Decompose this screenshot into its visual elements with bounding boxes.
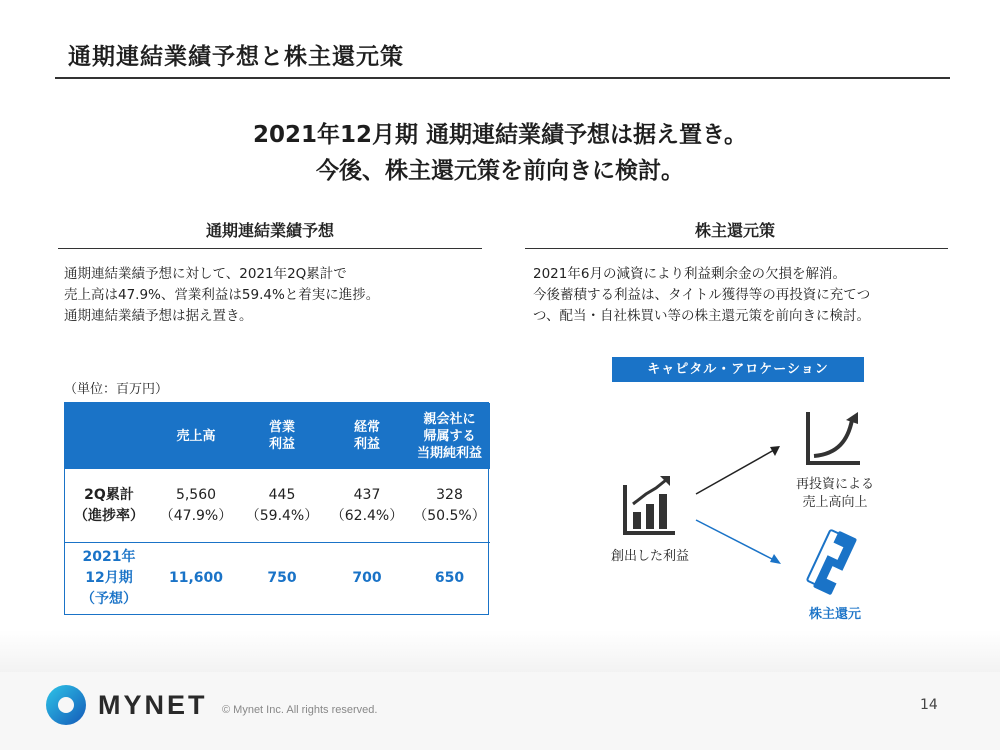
shareholder-return-section-heading: 株主還元策 [694, 221, 775, 240]
shareholder-return-description [533, 264, 870, 327]
table-header-cell: 売上高 [153, 403, 239, 469]
money-stack-icon [807, 530, 857, 596]
growth-curve-icon [808, 412, 860, 463]
mynet-logo-icon [44, 683, 88, 727]
reinvestment-growth-label: 再投資による 売上高向上 [795, 477, 874, 510]
created-profit-label: 創出した利益 [610, 549, 689, 564]
table-cell: 445 （59.4%） [239, 469, 325, 543]
table-row [65, 543, 490, 615]
table-header-cell: 親会社に 帰属する 当期純利益 [409, 403, 490, 469]
table-header-cell: 営業 利益 [239, 403, 325, 469]
footer-gradient [0, 630, 1000, 674]
table-cell: 328 （50.5%） [409, 469, 490, 543]
table-cell: 5,560 （47.9%） [153, 469, 239, 543]
capital-allocation-banner: キャピタル・アロケーション [612, 357, 864, 382]
slide-title: 通期連結業績予想と株主還元策 [68, 44, 404, 70]
forecast-table [64, 402, 489, 615]
table-cell: 650 [434, 570, 465, 586]
table-row [65, 469, 490, 543]
row-label: 2021年 12月期 （予想） [81, 549, 137, 607]
title-divider [55, 77, 950, 79]
brand-name: MYNET [98, 690, 208, 720]
shareholder-return-label: 株主還元 [808, 607, 861, 622]
table-cell: 700 [352, 570, 382, 586]
table-header-row [65, 403, 490, 469]
table-header-cell [65, 403, 153, 469]
reinvest-arrow [696, 446, 780, 494]
headline-line-2: 今後、株主還元策を前向きに検討。 [316, 158, 684, 184]
table-cell: 11,600 [168, 570, 224, 586]
copyright-notice: © Mynet Inc. All rights reserved. [222, 704, 378, 716]
shareholder-return-line: 2021年6月の減資により利益剰余金の欠損を解消。 [533, 266, 846, 282]
shareholder-return-section-divider [525, 248, 948, 249]
forecast-description [64, 264, 379, 327]
forecast-line: 通期連結業績予想に対して、2021年2Q累計で [64, 266, 347, 282]
table-cell: 437 （62.4%） [325, 469, 409, 543]
headline-line-1: 2021年12月期 通期連結業績予想は据え置き。 [252, 122, 748, 148]
page-number: 14 [920, 697, 938, 713]
table-cell: 750 [267, 570, 297, 586]
forecast-line: 売上高は47.9%、営業利益は59.4%と着実に進捗。 [64, 287, 380, 303]
shareholder-return-line: つ、配当・自社株買い等の株主還元策を前向きに検討。 [533, 308, 870, 324]
row-label: 2Q累計 （進捗率） [65, 469, 153, 543]
forecast-section-heading: 通期連結業績予想 [205, 221, 334, 240]
bar-chart-icon [623, 476, 675, 535]
shareholder-return-line: 今後蓄積する利益は、タイトル獲得等の再投資に充てつ [533, 287, 871, 303]
table-header-cell: 経常 利益 [325, 403, 409, 469]
table-unit-note: （単位：百万円） [64, 382, 169, 397]
forecast-line: 通期連結業績予想は据え置き。 [64, 308, 253, 324]
forecast-section-divider [58, 248, 482, 249]
